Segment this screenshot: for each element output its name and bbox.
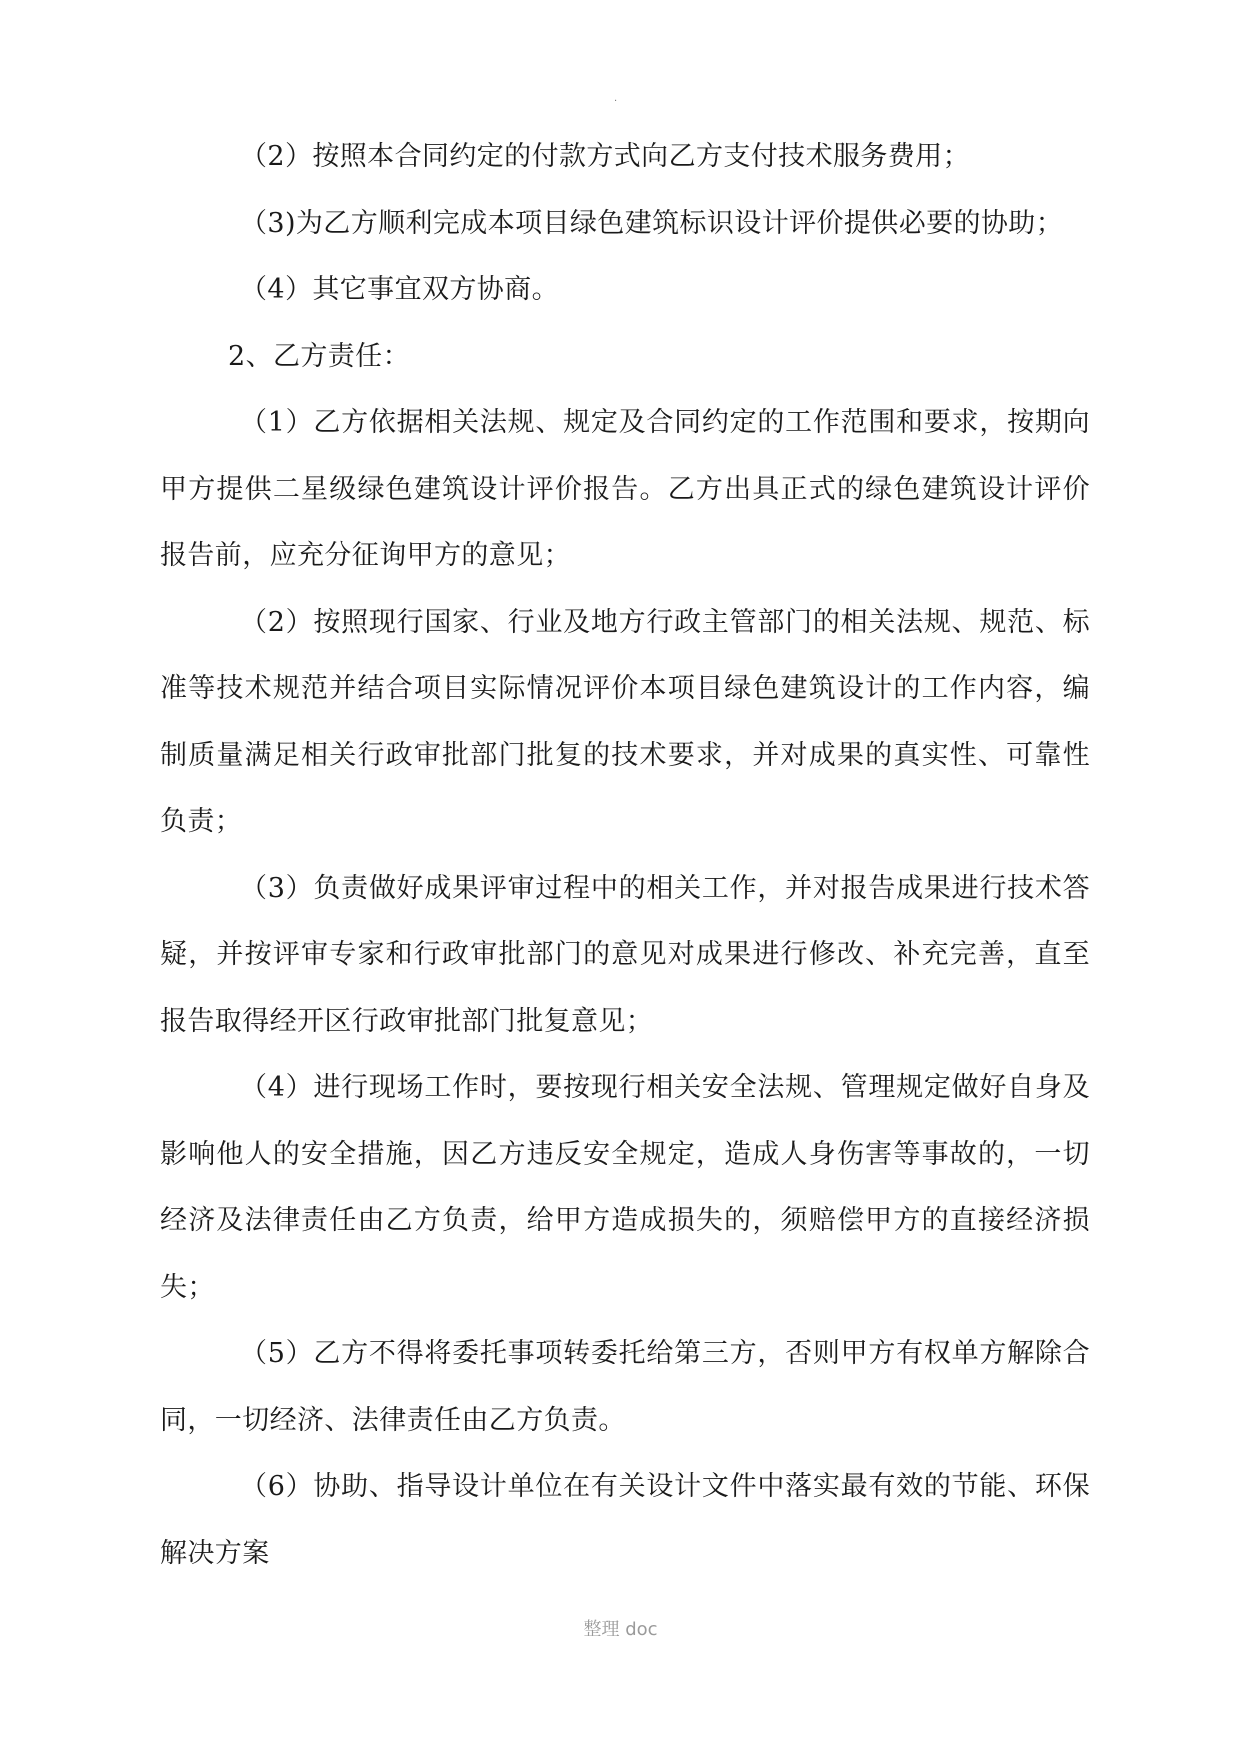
page-footer: 整理 doc <box>583 1619 658 1640</box>
header-mark: · <box>614 96 618 107</box>
paragraph-party-b-duty-3: （3）负责做好成果评审过程中的相关工作，并对报告成果进行技术答疑，并按评审专家和行政审批部门的意见对成果进行修改、补充完善，直至报告取得经开区行政审批部门批复意见； <box>160 872 1090 1037</box>
section-heading-party-b: 2、乙方责任： <box>228 340 410 372</box>
paragraph-party-a-duty-2: （2）按照本合同约定的付款方式向乙方支付技术服务费用； <box>240 141 970 172</box>
paragraph-party-b-duty-2: （2）按照现行国家、行业及地方行政主管部门的相关法规、规范、标准等技术规范并结合项目实际情况评价本项目绿色建筑设计的工作内容，编制质量满足相关行政审批部门批复的技术要求，并对成果的真实性、可靠性负责； <box>160 606 1090 837</box>
paragraph-party-b-duty-6: （6）协助、指导设计单位在有关设计文件中落实最有效的节能、环保解决方案 <box>160 1471 1090 1569</box>
paragraph-party-b-duty-1: （1）乙方依据相关法规、规定及合同约定的工作范围和要求，按期向甲方提供二星级绿色建筑设计评价报告。乙方出具正式的绿色建筑设计评价报告前，应充分征询甲方的意见； <box>160 407 1090 571</box>
paragraph-party-a-duty-3: （3)为乙方顺利完成本项目绿色建筑标识设计评价提供必要的协助； <box>240 207 1064 239</box>
paragraph-party-a-duty-4: （4）其它事宜双方协商。 <box>240 274 559 305</box>
document-body <box>160 124 1090 1587</box>
paragraph-party-b-duty-5: （5）乙方不得将委托事项转委托给第三方，否则甲方有权单方解除合同，一切经济、法律责任由乙方负责。 <box>160 1338 1090 1436</box>
paragraph-party-b-duty-4: （4）进行现场工作时，要按现行相关安全法规、管理规定做好自身及影响他人的安全措施，因乙方违反安全规定，造成人身伤害等事故的，一切经济及法律责任由乙方负责，给甲方造成损失的，须赔偿甲方的直接经济损失； <box>160 1072 1090 1303</box>
